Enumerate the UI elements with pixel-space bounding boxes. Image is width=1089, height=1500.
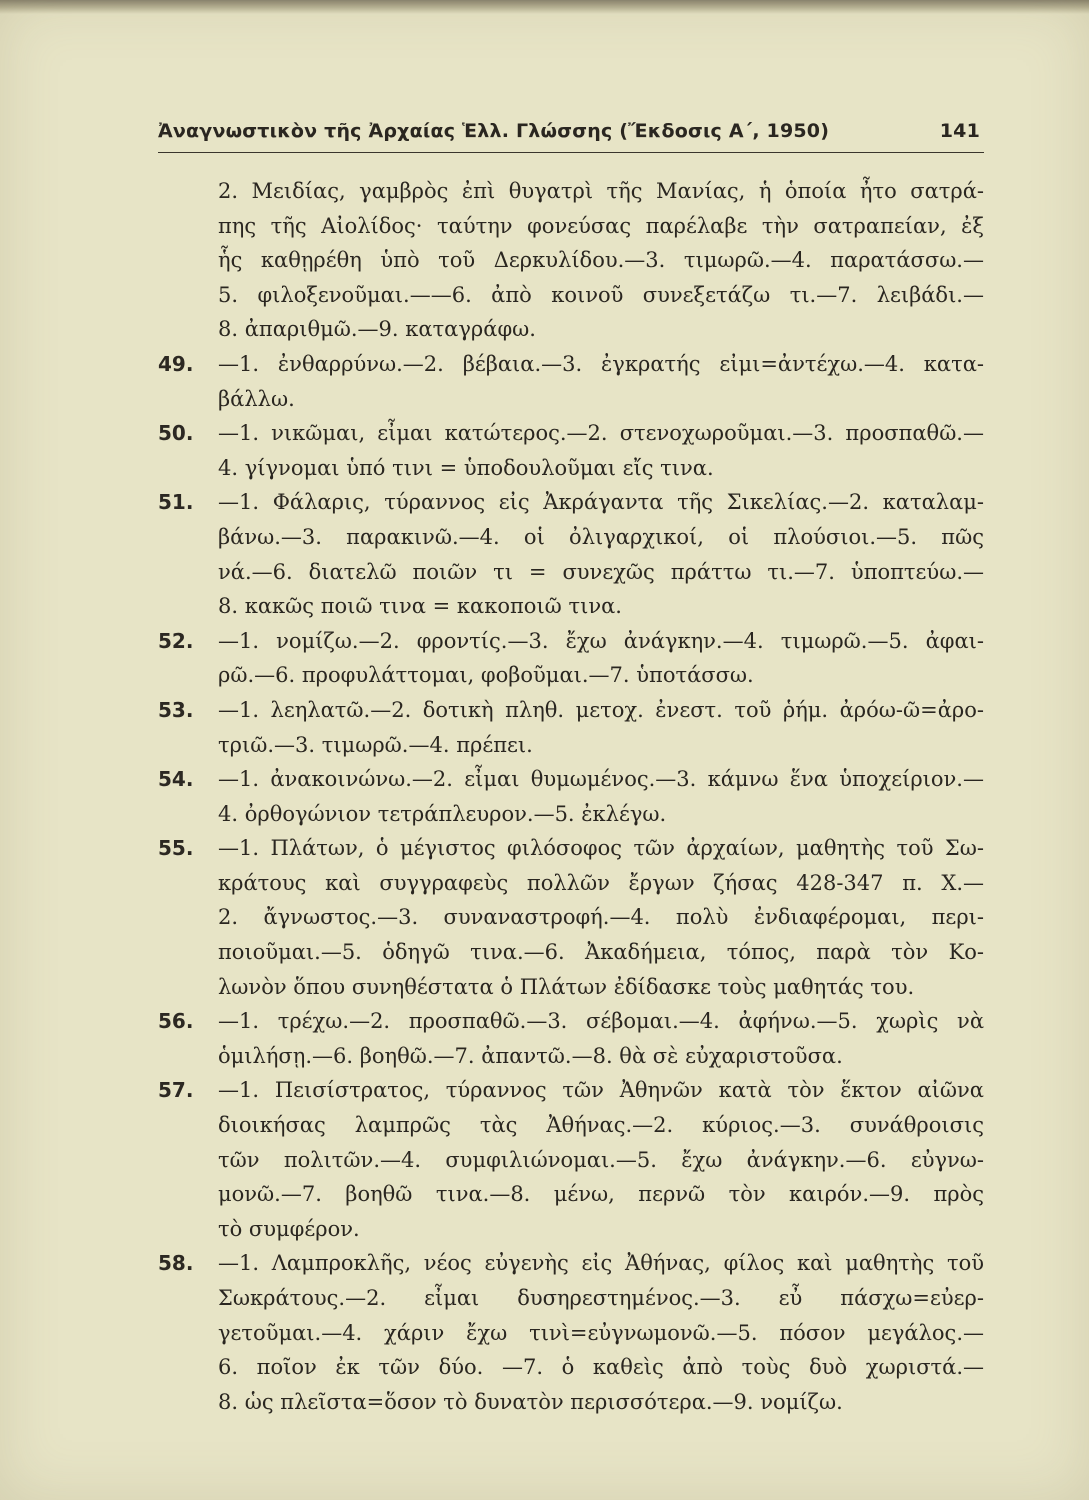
- entry-number: 56.: [158, 1009, 194, 1034]
- page-top-edge: [0, 0, 1089, 14]
- entry-number: 57.: [158, 1078, 194, 1103]
- entry-line: 5. φιλοξενοῦμαι.——6. ἀπὸ κοινοῦ συνεξετάζω τι.—7. λειβάδι.—: [218, 282, 984, 307]
- entry-body: [158, 1004, 984, 1073]
- entry-body: [158, 693, 984, 762]
- entry-body: [158, 1246, 984, 1419]
- entry-line: τὸ συμφέρον.: [218, 1216, 360, 1241]
- entry-line: —1. Φάλαρις, τύραννος εἰς Ἀκράγαντα τῆς Σικελίας.—2. καταλαμ-: [218, 490, 984, 515]
- entry-line: 8. ὡς πλεῖστα=ὅσον τὸ δυνατὸν περισσότερα.—9. νομίζω.: [218, 1389, 843, 1414]
- entry-number: 53.: [158, 697, 194, 722]
- entry-line: νά.—6. διατελῶ ποιῶν τι = συνεχῶς πράττω τι.—7. ὑποπτεύω.—: [218, 559, 984, 584]
- entry-line: 8. κακῶς ποιῶ τινα = κακοποιῶ τινα.: [218, 594, 622, 619]
- glossary-content: [158, 174, 984, 1419]
- entry-body: [158, 347, 984, 416]
- glossary-entry: [158, 1004, 984, 1073]
- glossary-entry: [158, 416, 984, 485]
- entry-number: 50.: [158, 421, 194, 446]
- entry-body: [158, 624, 984, 693]
- entry-line: —1. Λαμπροκλῆς, νέος εὐγενὴς εἰς Ἀθήνας, φίλος καὶ μαθητὴς τοῦ: [218, 1251, 984, 1276]
- running-header: [158, 118, 984, 153]
- entry-line: γετοῦμαι.—4. χάριν ἔχω τινὶ=εὐγνωμονῶ.—5. πόσον μεγάλος.—: [218, 1320, 984, 1345]
- entry-number: 51.: [158, 490, 194, 515]
- entry-line: 2. ἄγνωστος.—3. συναναστροφή.—4. πολὺ ἐνδιαφέρομαι, περι-: [218, 905, 984, 930]
- entry-number: 52.: [158, 628, 194, 653]
- glossary-entry: [158, 831, 984, 1004]
- entry-line: ὁμιλήσῃ.—6. βοηθῶ.—7. ἀπαντῶ.—8. θὰ σὲ εὐχαριστοῦσα.: [218, 1043, 843, 1068]
- glossary-entry: [158, 174, 984, 347]
- header-title: Ἀναγνωστικὸν τῆς Ἀρχαίας Ἑλλ. Γλώσσης (Ἔκδοσις Α΄, 1950): [158, 120, 830, 142]
- entry-number: 58.: [158, 1251, 194, 1276]
- glossary-entry: [158, 1246, 984, 1419]
- glossary-entry: [158, 693, 984, 762]
- entry-body: [158, 831, 984, 1004]
- entry-line: ἧς καθῃρέθη ὑπὸ τοῦ Δερκυλίδου.—3. τιμωρῶ.—4. παρατάσσω.—: [218, 248, 984, 273]
- entry-line: διοικήσας λαμπρῶς τὰς Ἀθήνας.—2. κύριος.—3. συνάθροισις: [218, 1113, 984, 1138]
- entry-line: βάνω.—3. παρακινῶ.—4. οἱ ὀλιγαρχικοί, οἱ πλούσιοι.—5. πῶς: [218, 524, 984, 549]
- glossary-entry: [158, 485, 984, 623]
- entry-line: τριῶ.—3. τιμωρῶ.—4. πρέπει.: [218, 732, 533, 757]
- entry-line: λωνὸν ὅπου συνηθέστατα ὁ Πλάτων ἐδίδασκε τοὺς μαθητάς του.: [218, 974, 915, 999]
- entry-line: ποιοῦμαι.—5. ὁδηγῶ τινα.—6. Ἀκαδήμεια, τόπος, παρὰ τὸν Κο-: [218, 940, 984, 965]
- entry-line: μονῶ.—7. βοηθῶ τινα.—8. μένω, περνῶ τὸν καιρόν.—9. πρὸς: [218, 1182, 984, 1207]
- entry-line: 8. ἀπαριθμῶ.—9. καταγράφω.: [218, 317, 536, 342]
- page-number: 141: [939, 120, 980, 142]
- entry-line: Σωκράτους.—2. εἶμαι δυσηρεστημένος.—3. εὖ πάσχω=εὐερ-: [218, 1286, 984, 1310]
- entry-line: 4. γίγνομαι ὑπό τινι = ὑποδουλοῦμαι εἴς τινα.: [218, 455, 714, 480]
- entry-body: [158, 485, 984, 623]
- entry-line: —1. νικῶμαι, εἶμαι κατώτερος.—2. στενοχωροῦμαι.—3. προσπαθῶ.—: [218, 421, 984, 446]
- entry-line: τῶν πολιτῶν.—4. συμφιλιώνομαι.—5. ἔχω ἀνάγκην.—6. εὐγνω-: [218, 1147, 984, 1172]
- entry-body: [158, 174, 984, 347]
- entry-line: 2. Μειδίας, γαμβρὸς ἐπὶ θυγατρὶ τῆς Μανίας, ἡ ὁποία ἦτο σατρά-: [218, 179, 984, 203]
- entry-line: —1. λεηλατῶ.—2. δοτικὴ πληθ. μετοχ. ἐνεστ. τοῦ ῥήμ. ἀρόω-ῶ=ἀρο-: [218, 697, 984, 722]
- entry-line: —1. Πεισίστρατος, τύραννος τῶν Ἀθηνῶν κατὰ τὸν ἕκτον αἰῶνα: [218, 1078, 984, 1103]
- entry-number: 55.: [158, 836, 194, 861]
- entry-number: 54.: [158, 767, 194, 792]
- glossary-entry: [158, 762, 984, 831]
- entry-line: —1. ἀνακοινώνω.—2. εἶμαι θυμωμένος.—3. κάμνω ἕνα ὑποχείριον.—: [218, 767, 984, 792]
- entry-line: —1. τρέχω.—2. προσπαθῶ.—3. σέβομαι.—4. ἀφήνω.—5. χωρὶς νὰ: [218, 1009, 984, 1034]
- entry-line: 4. ὀρθογώνιον τετράπλευρον.—5. ἐκλέγω.: [218, 801, 667, 826]
- entry-line: ρῶ.—6. προφυλάττομαι, φοβοῦμαι.—7. ὑποτάσσω.: [218, 663, 754, 688]
- entry-body: [158, 762, 984, 831]
- entry-line: —1. νομίζω.—2. φροντίς.—3. ἔχω ἀνάγκην.—4. τιμωρῶ.—5. ἀφαι-: [218, 628, 984, 653]
- entry-number: 49.: [158, 351, 194, 376]
- glossary-entry: [158, 624, 984, 693]
- entry-line: βάλλω.: [218, 386, 295, 411]
- entry-line: κράτους καὶ συγγραφεὺς πολλῶν ἔργων ζήσας 428-347 π. Χ.—: [218, 870, 984, 895]
- entry-line: —1. ἐνθαρρύνω.—2. βέβαια.—3. ἐγκρατής εἰμι=ἀντέχω.—4. κατα-: [218, 351, 984, 376]
- glossary-entry: [158, 347, 984, 416]
- entry-body: [158, 1073, 984, 1246]
- entry-line: —1. Πλάτων, ὁ μέγιστος φιλόσοφος τῶν ἀρχαίων, μαθητὴς τοῦ Σω-: [218, 836, 984, 861]
- entry-body: [158, 416, 984, 485]
- entry-line: πης τῆς Αἰολίδος· ταύτην φονεύσας παρέλαβε τὴν σατραπείαν, ἐξ: [218, 213, 984, 238]
- glossary-entry: [158, 1073, 984, 1246]
- entry-line: 6. ποῖον ἐκ τῶν δύο. —7. ὁ καθεὶς ἀπὸ τοὺς δυὸ χωριστά.—: [218, 1355, 984, 1380]
